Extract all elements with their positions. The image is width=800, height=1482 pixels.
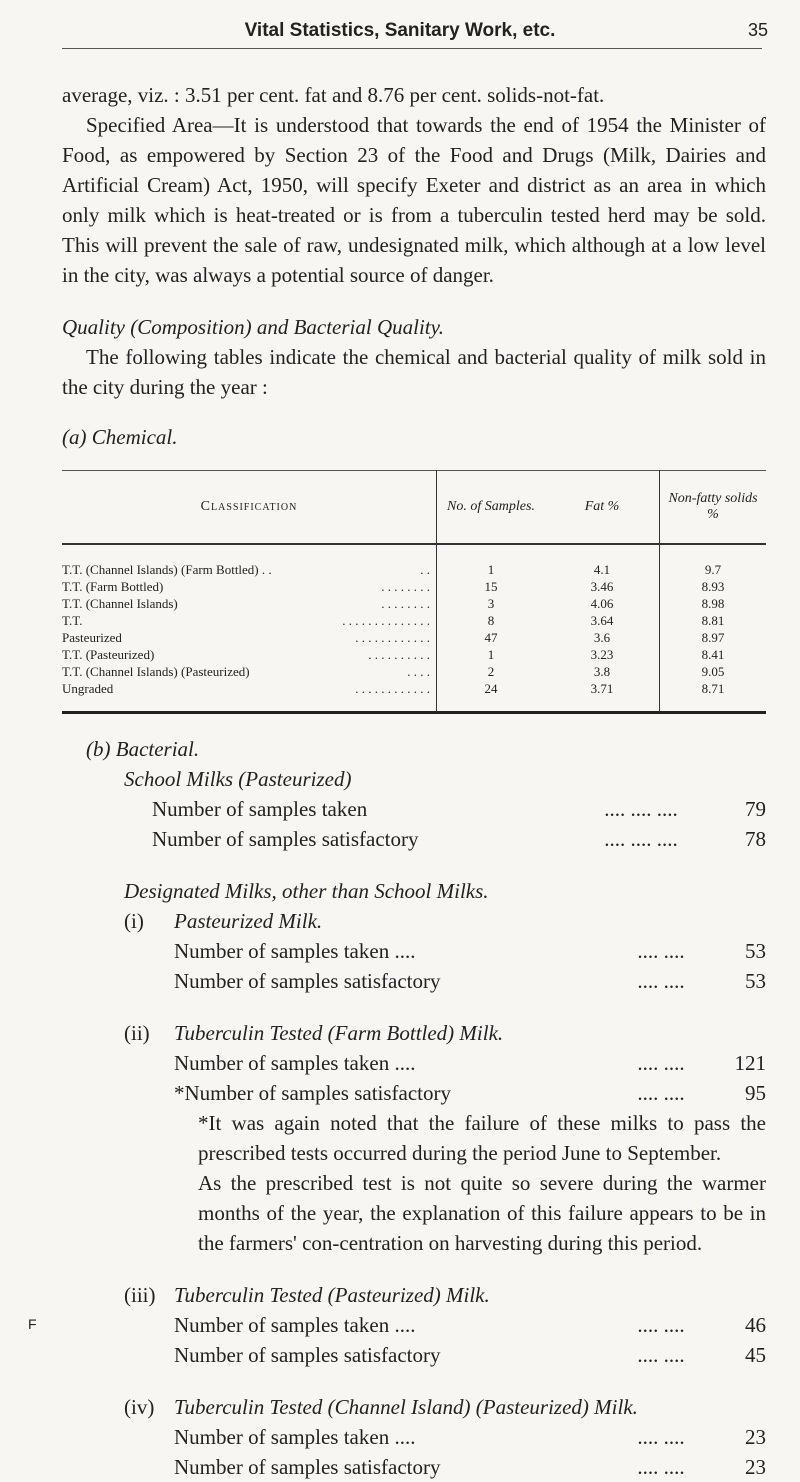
quality-paragraph: The following tables indicate the chemical and bacterial quality of milk sold in the city during the year :	[62, 345, 766, 399]
section-satisfactory-label: Number of samples satisfactory	[174, 1343, 441, 1367]
classification-text: T.T. (Channel Islands) (Pasteurized)	[62, 664, 250, 679]
cell-snf: 8.71	[660, 680, 767, 713]
leader-dots: . . . . . . . . . . . .	[355, 630, 430, 645]
header-fat: Fat %	[545, 471, 660, 545]
table-row	[62, 629, 766, 646]
section-title: Tuberculin Tested (Pasteurized) Milk.	[174, 1283, 490, 1307]
section-taken-row	[62, 936, 766, 966]
section-taken-value: 23	[745, 1425, 766, 1449]
cell-classification	[62, 663, 437, 680]
cell-snf: 8.81	[660, 612, 767, 629]
table-row	[62, 680, 766, 713]
classification-text: T.T. (Channel Islands)	[62, 596, 178, 611]
section-satisfactory-value: 45	[745, 1343, 766, 1367]
section-taken-value: 46	[745, 1313, 766, 1337]
school-taken-row	[62, 794, 766, 824]
table-row	[62, 663, 766, 680]
section-taken-row	[62, 1048, 766, 1078]
specified-area-paragraph: Specified Area—It is understood that towards the end of 1954 the Minister of Food, as empowered by Section 23 of the Food and Drugs (Milk, Dairies and Artificial Cream) Act, 1950, will specify Exeter and district as an area in which only milk which is heat-treated or is from a tuberculin tested herd may be sold. This will prevent the sale of raw, undesignated milk, which although at a low level in the city, was always a potential source of danger.	[62, 113, 766, 287]
section-satisfactory-row	[62, 1452, 766, 1482]
section-title: Pasteurized Milk.	[174, 909, 323, 933]
cell-fat: 3.6	[593, 630, 611, 645]
leader-dots: . .	[420, 562, 430, 577]
explanation-note: As the prescribed test is not quite so severe during the warmer months of the year, the explanation of this failure appears to be in the farmers' con-centration on harvesting during this period.	[198, 1171, 766, 1255]
intro-line: average, viz. : 3.51 per cent. fat and 8.76 per cent. solids-not-fat.	[62, 83, 605, 107]
leader-dots: . . . . . . . . . . . . . .	[342, 613, 430, 628]
section-number: (i)	[124, 909, 144, 933]
quality-heading: Quality (Composition) and Bacterial Quality.	[62, 315, 445, 339]
section-number: (iii)	[124, 1283, 156, 1307]
page-body	[62, 80, 766, 1482]
bacterial-section	[62, 734, 766, 1482]
cell-samples: 2	[437, 663, 546, 680]
cell-classification	[62, 544, 437, 578]
section-taken-row	[62, 1422, 766, 1452]
section-taken-value: 53	[745, 939, 766, 963]
header-classification: Classification	[62, 471, 437, 545]
cell-snf: 8.41	[660, 646, 767, 663]
cell-samples: 15	[437, 578, 546, 595]
cell-classification	[62, 578, 437, 595]
header-snf: Non-fatty solids %	[660, 471, 767, 545]
bacterial-label: (b) Bacterial.	[86, 737, 200, 761]
leader-dots: .... ....	[637, 1343, 685, 1367]
classification-text: T.T. (Farm Bottled)	[62, 579, 164, 594]
cell-classification	[62, 629, 437, 646]
section-taken-value: 121	[734, 1051, 766, 1075]
cell-fat: 4.1	[593, 562, 611, 577]
section-satisfactory-label: Number of samples satisfactory	[174, 969, 441, 993]
leader-dots: .... ....	[637, 1455, 685, 1479]
cell-classification	[62, 612, 437, 629]
leader-dots: .... ....	[637, 939, 685, 963]
cell-fat: 3.64	[590, 613, 614, 628]
cell-samples: 47	[437, 629, 546, 646]
section-satisfactory-value: 53	[745, 969, 766, 993]
cell-classification	[62, 680, 437, 713]
cell-samples: 1	[437, 646, 546, 663]
table-row	[62, 578, 766, 595]
classification-text: T.T.	[62, 613, 83, 628]
cell-snf: 8.97	[660, 629, 767, 646]
leader-dots: .... ....	[637, 1425, 685, 1449]
table-row	[62, 544, 766, 578]
cell-snf: 9.05	[660, 663, 767, 680]
cell-fat: 3.71	[590, 681, 614, 696]
table-row	[62, 646, 766, 663]
school-satisfactory-value: 78	[745, 827, 766, 851]
leader-dots: .... ....	[637, 1051, 685, 1075]
classification-text: T.T. (Channel Islands) (Farm Bottled) . .	[62, 562, 272, 577]
leader-dots: . . . . . . . . . . . .	[355, 681, 430, 696]
section-satisfactory-row	[62, 966, 766, 996]
designated-section	[62, 906, 766, 996]
cell-classification	[62, 646, 437, 663]
section-taken-label: Number of samples taken ....	[174, 1051, 416, 1075]
section-satisfactory-value: 95	[745, 1081, 766, 1105]
chemical-label: (a) Chemical.	[62, 425, 178, 449]
classification-text: Ungraded	[62, 681, 114, 696]
section-title: Tuberculin Tested (Channel Island) (Pasteurized) Milk.	[174, 1395, 638, 1419]
page-number: 35	[747, 20, 768, 40]
cell-classification	[62, 595, 437, 612]
school-milks-title: School Milks (Pasteurized)	[124, 767, 352, 791]
table-row	[62, 612, 766, 629]
designated-milks-title: Designated Milks, other than School Milks.	[124, 879, 489, 903]
designated-sections	[62, 906, 766, 1482]
failure-note: *It was again noted that the failure of these milks to pass the prescribed tests occurred during the period June to September.	[198, 1111, 766, 1165]
school-satisfactory-row	[62, 824, 766, 854]
section-satisfactory-label: *Number of samples satisfactory	[174, 1081, 452, 1105]
signature-mark: F	[28, 1316, 37, 1332]
section-taken-row	[62, 1310, 766, 1340]
cell-fat: 3.46	[590, 579, 614, 594]
designated-section	[62, 1392, 766, 1482]
cell-fat: 3.8	[593, 664, 611, 679]
cell-samples: 24	[437, 680, 546, 713]
section-satisfactory-row	[62, 1340, 766, 1370]
classification-text: Pasteurized	[62, 630, 122, 645]
leader-dots: .... .... ....	[604, 797, 678, 821]
table-row	[62, 595, 766, 612]
cell-samples: 3	[437, 595, 546, 612]
leader-dots: .... ....	[637, 1313, 685, 1337]
section-taken-label: Number of samples taken ....	[174, 1425, 416, 1449]
section-number: (ii)	[124, 1021, 150, 1045]
running-title: Vital Statistics, Sanitary Work, etc.	[244, 20, 556, 41]
leader-dots: .... .... ....	[604, 827, 678, 851]
classification-text: T.T. (Pasteurized)	[62, 647, 155, 662]
designated-section	[62, 1018, 766, 1258]
leader-dots: .... ....	[637, 969, 685, 993]
section-taken-label: Number of samples taken ....	[174, 1313, 416, 1337]
school-taken-value: 79	[745, 797, 766, 821]
school-satisfactory-label: Number of samples satisfactory	[152, 827, 419, 851]
section-number: (iv)	[124, 1395, 155, 1419]
cell-fat: 4.06	[590, 596, 614, 611]
cell-snf: 9.7	[660, 544, 767, 578]
section-satisfactory-label: Number of samples satisfactory	[174, 1455, 441, 1479]
leader-dots: . . . . . . . . . .	[368, 647, 430, 662]
chemical-table	[62, 470, 766, 714]
header-rule	[62, 48, 762, 49]
section-satisfactory-row	[62, 1078, 766, 1108]
leader-dots: . . . . . . . .	[381, 579, 430, 594]
cell-fat: 3.23	[590, 647, 614, 662]
page-header	[0, 12, 800, 52]
section-satisfactory-value: 23	[745, 1455, 766, 1479]
section-taken-label: Number of samples taken ....	[174, 939, 416, 963]
school-taken-label: Number of samples taken	[152, 797, 368, 821]
cell-snf: 8.93	[660, 578, 767, 595]
designated-section	[62, 1280, 766, 1370]
cell-samples: 8	[437, 612, 546, 629]
header-samples: No. of Samples.	[437, 471, 546, 545]
leader-dots: .... ....	[637, 1081, 685, 1105]
leader-dots: . . . .	[407, 664, 430, 679]
leader-dots: . . . . . . . .	[381, 596, 430, 611]
cell-samples: 1	[437, 544, 546, 578]
section-title: Tuberculin Tested (Farm Bottled) Milk.	[174, 1021, 504, 1045]
cell-snf: 8.98	[660, 595, 767, 612]
